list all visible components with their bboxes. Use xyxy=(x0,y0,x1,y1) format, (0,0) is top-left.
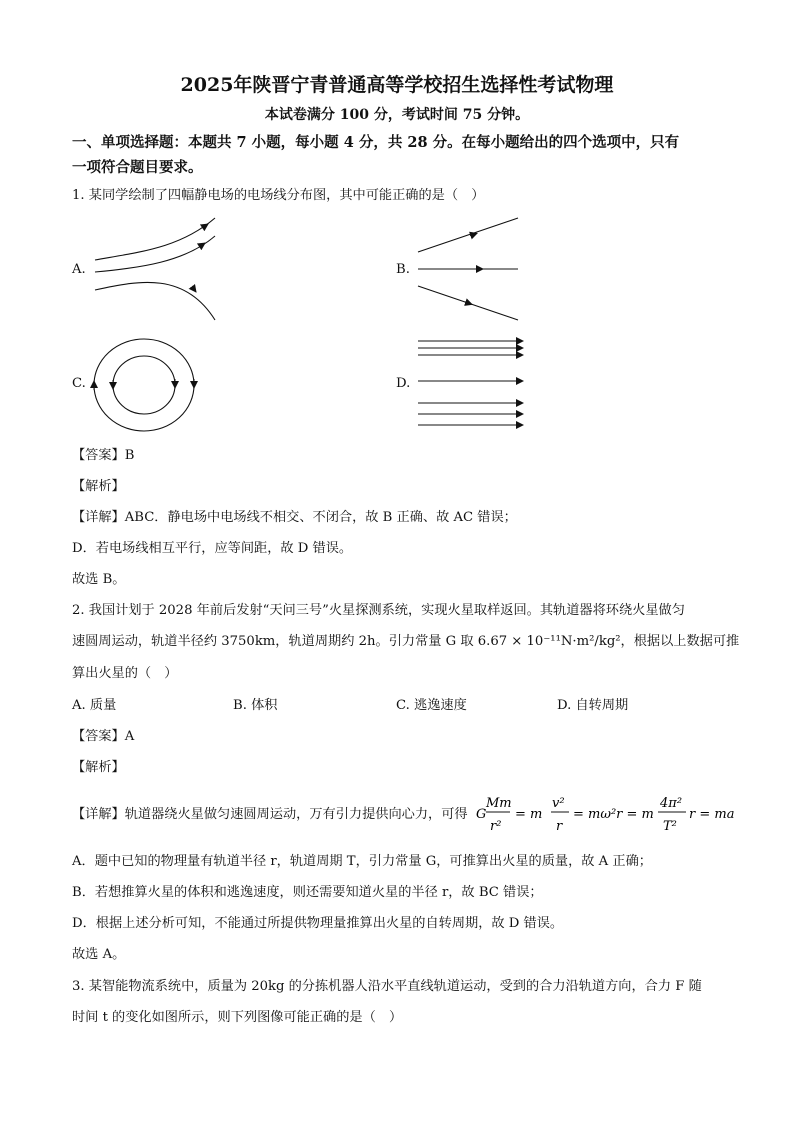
exam-info: 本试卷满分 100 分，考试时间 75 分钟。 xyxy=(264,107,530,123)
q2-stem-line2: 速圆周运动，轨道半径约 3750km，轨道周期约 2h。引力常量 G 取 6.67 × 10⁻¹¹N·m²/kg²，根据以上数据可推 xyxy=(72,634,740,649)
q1-option-b-label: B. xyxy=(396,262,410,277)
q2-detail-a: A．题中已知的物理量有轨道半径 r，轨道周期 T，引力常量 G，可推算出火星的质量，故 A 正确； xyxy=(72,854,652,869)
closed-field-line xyxy=(94,339,194,431)
q2-stem-line3: 算出火星的（ ） xyxy=(72,666,178,681)
q2-option-a: A. 质量 xyxy=(72,698,117,713)
q2-option-c: C. 逃逸速度 xyxy=(396,698,467,713)
q2-conclusion: 故选 A。 xyxy=(72,947,126,962)
q1-conclusion: 故选 B。 xyxy=(72,572,126,587)
q1-analysis-tag: 【解析】 xyxy=(72,479,125,494)
closed-field-line xyxy=(113,356,175,414)
section-heading-line1: 一、单项选择题：本题共 7 小题，每小题 4 分，共 28 分。在每小题给出的四个选项中，只有 xyxy=(72,134,680,151)
q2-stem-line1: 2. 我国计划于 2028 年前后发射“天问三号”火星探测系统，实现火星取样返回。其轨道器将环绕火星做匀 xyxy=(72,603,685,618)
q2-option-d: D. 自转周期 xyxy=(557,698,629,713)
q2-option-b: B. 体积 xyxy=(233,698,278,713)
arrow-icon xyxy=(193,288,196,292)
field-line xyxy=(95,236,215,272)
eq-r: r xyxy=(556,819,563,834)
q1-option-a-label: A. xyxy=(72,262,86,277)
q3-stem-line1: 3. 某智能物流系统中，质量为 20kg 的分拣机器人沿水平直线轨道运动，受到的合力沿轨道方向，合力 F 随 xyxy=(72,979,702,994)
eq-t2: T² xyxy=(663,819,677,834)
q1-option-d-label: D. xyxy=(396,376,411,391)
q1-figure-c xyxy=(88,335,200,435)
q1-stem: 1. 某同学绘制了四幅静电场的电场线分布图，其中可能正确的是（ ） xyxy=(72,188,485,203)
eq-4pi2: 4π² xyxy=(660,796,683,811)
q1-detail-d: D．若电场线相互平行，应等间距，故 D 错误。 xyxy=(72,541,353,556)
q1-figure-d xyxy=(415,335,527,430)
field-line xyxy=(418,218,518,252)
eq-v2: v² xyxy=(552,796,565,811)
field-line xyxy=(95,218,215,260)
q3-stem-line2: 时间 t 的变化如图所示，则下列图像可能正确的是（ ） xyxy=(72,1010,403,1025)
q2-analysis-tag: 【解析】 xyxy=(72,760,125,775)
q1-figure-b xyxy=(415,212,525,327)
eq-g: G xyxy=(476,807,487,822)
q2-equation xyxy=(476,790,735,836)
arrow-icon xyxy=(465,302,472,304)
q1-option-c-label: C. xyxy=(72,376,86,391)
q2-detail: 【详解】轨道器绕火星做匀速圆周运动，万有引力提供向心力，可得 xyxy=(72,807,468,822)
q1-answer: 【答案】B xyxy=(72,448,135,463)
q2-answer: 【答案】A xyxy=(72,729,135,744)
eq-r2: r² xyxy=(490,819,502,834)
q1-figure-a xyxy=(90,210,225,330)
page-title: 2025年陕晋宁青普通高等学校招生选择性考试物理 xyxy=(180,74,614,96)
eq-part2: = mω²r = m xyxy=(573,807,654,822)
field-line xyxy=(95,282,215,320)
q2-detail-d: D．根据上述分析可知，不能通过所提供物理量推算出火星的自转周期，故 D 错误。 xyxy=(72,916,564,931)
eq-mm: Mm xyxy=(486,796,512,811)
q1-detail: 【详解】ABC．静电场中电场线不相交、不闭合，故 B 正确、故 AC 错误； xyxy=(72,510,517,525)
q2-detail-b: B．若想推算火星的体积和逃逸速度，则还需要知道火星的半径 r，故 BC 错误； xyxy=(72,885,543,900)
eq-part3: r = ma xyxy=(689,807,735,822)
eq-part1: = m xyxy=(515,807,543,822)
section-heading-line2: 一项符合题目要求。 xyxy=(72,159,203,176)
